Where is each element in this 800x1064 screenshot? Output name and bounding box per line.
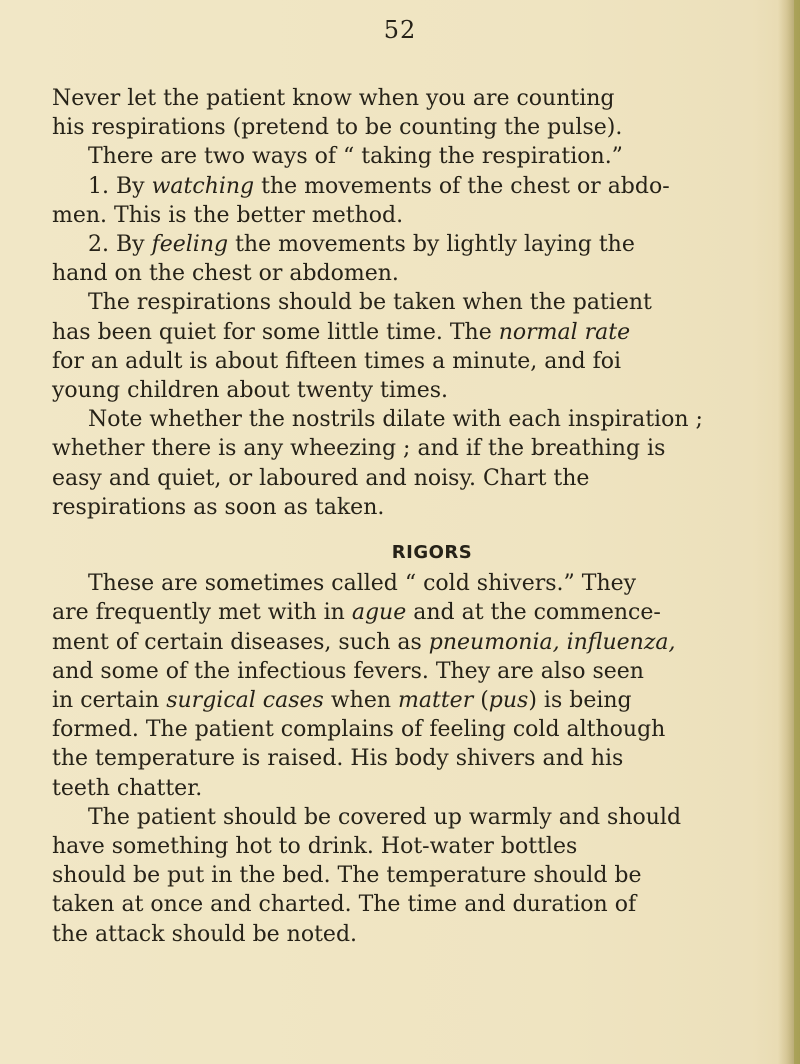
text-run: when: [323, 688, 399, 714]
text-line: [52, 201, 772, 230]
italic-text: pneumonia, influenza,: [428, 629, 676, 655]
text-run: and some of the infectious fevers. They are also seen: [52, 658, 644, 684]
text-run: 1. By: [88, 173, 152, 199]
text-line: [52, 657, 772, 686]
text-run: ment of certain diseases, such as: [52, 629, 429, 655]
text-run: Never let the patient know when you are counting: [52, 86, 615, 111]
text-line: [52, 172, 772, 201]
text-line: [52, 890, 772, 919]
italic-text: watching: [151, 173, 255, 199]
text-run: teeth chatter.: [52, 775, 203, 801]
text-run: These are sometimes called “ cold shivers.” They: [88, 571, 637, 597]
italic-text: pus: [488, 688, 529, 714]
text-run: for an adult is about fifteen times a minute, and foi: [52, 348, 622, 374]
text-run: the movements by lightly laying the: [228, 232, 635, 258]
text-line: [52, 376, 772, 405]
respiration-section: [52, 84, 772, 522]
text-run: (: [473, 688, 489, 714]
page-number: 52: [383, 16, 417, 44]
text-run: has been quiet for some little time. The: [52, 319, 499, 345]
text-run: the temperature is raised. His body shivers and his: [52, 746, 624, 772]
text-line: [52, 230, 772, 259]
text-line: [52, 861, 772, 890]
text-line: [52, 464, 772, 493]
text-run: The patient should be covered up warmly and should: [88, 804, 682, 830]
text-line: [52, 259, 772, 288]
italic-text: feeling: [151, 232, 229, 258]
text-run: should be put in the bed. The temperature should be: [52, 863, 642, 889]
text-line: [52, 598, 772, 627]
text-line: [52, 920, 772, 949]
text-line: [52, 715, 772, 744]
text-run: his respirations (pretend to be counting the pulse).: [52, 115, 623, 141]
italic-text: surgical cases: [166, 688, 324, 714]
text-line: [52, 142, 772, 171]
text-line: [52, 569, 772, 598]
text-run: and at the commence-: [406, 600, 661, 626]
text-line: [52, 434, 772, 463]
text-line: [52, 832, 772, 861]
italic-text: ague: [351, 600, 407, 626]
text-line: [52, 113, 772, 142]
text-line: [52, 347, 772, 376]
italic-text: matter: [398, 688, 474, 714]
text-run: easy and quiet, or laboured and noisy. Chart the: [52, 465, 590, 491]
text-run: are frequently met with in: [52, 600, 352, 626]
text-run: formed. The patient complains of feeling cold although: [52, 717, 666, 743]
text-line: [52, 84, 772, 113]
text-run: There are two ways of “ taking the respiration.”: [88, 144, 623, 170]
text-run: taken at once and charted. The time and duration of: [52, 892, 637, 918]
text-line: [52, 318, 772, 347]
text-line: [52, 405, 772, 434]
text-run: 2. By: [88, 232, 152, 258]
text-run: the movements of the chest or abdo-: [254, 173, 670, 199]
text-run: the attack should be noted.: [52, 921, 358, 947]
text-line: [52, 628, 772, 657]
page-text: [52, 84, 772, 949]
text-run: The respirations should be taken when the patient: [88, 290, 652, 316]
text-run: men. This is the better method.: [52, 202, 404, 228]
italic-text: normal rate: [498, 319, 631, 345]
section-heading-rigors: RIGORS: [391, 542, 473, 564]
page-edge-strip: [794, 0, 800, 1064]
text-line: [52, 493, 772, 522]
rigors-section: [52, 569, 772, 949]
text-run: ) is being: [528, 688, 632, 714]
text-run: hand on the chest or abdomen.: [52, 261, 399, 287]
text-line: [52, 744, 772, 773]
text-line: [52, 803, 772, 832]
text-run: have something hot to drink. Hot-water bottles: [52, 834, 578, 860]
text-run: young children about twenty times.: [52, 378, 449, 404]
text-line: [52, 686, 772, 715]
text-run: respirations as soon as taken.: [52, 494, 385, 520]
text-run: in certain: [52, 688, 167, 714]
text-run: Note whether the nostrils dilate with each inspiration ;: [88, 407, 703, 433]
text-line: [52, 288, 772, 317]
text-run: whether there is any wheezing ; and if the breathing is: [52, 436, 666, 462]
text-line: [52, 774, 772, 803]
